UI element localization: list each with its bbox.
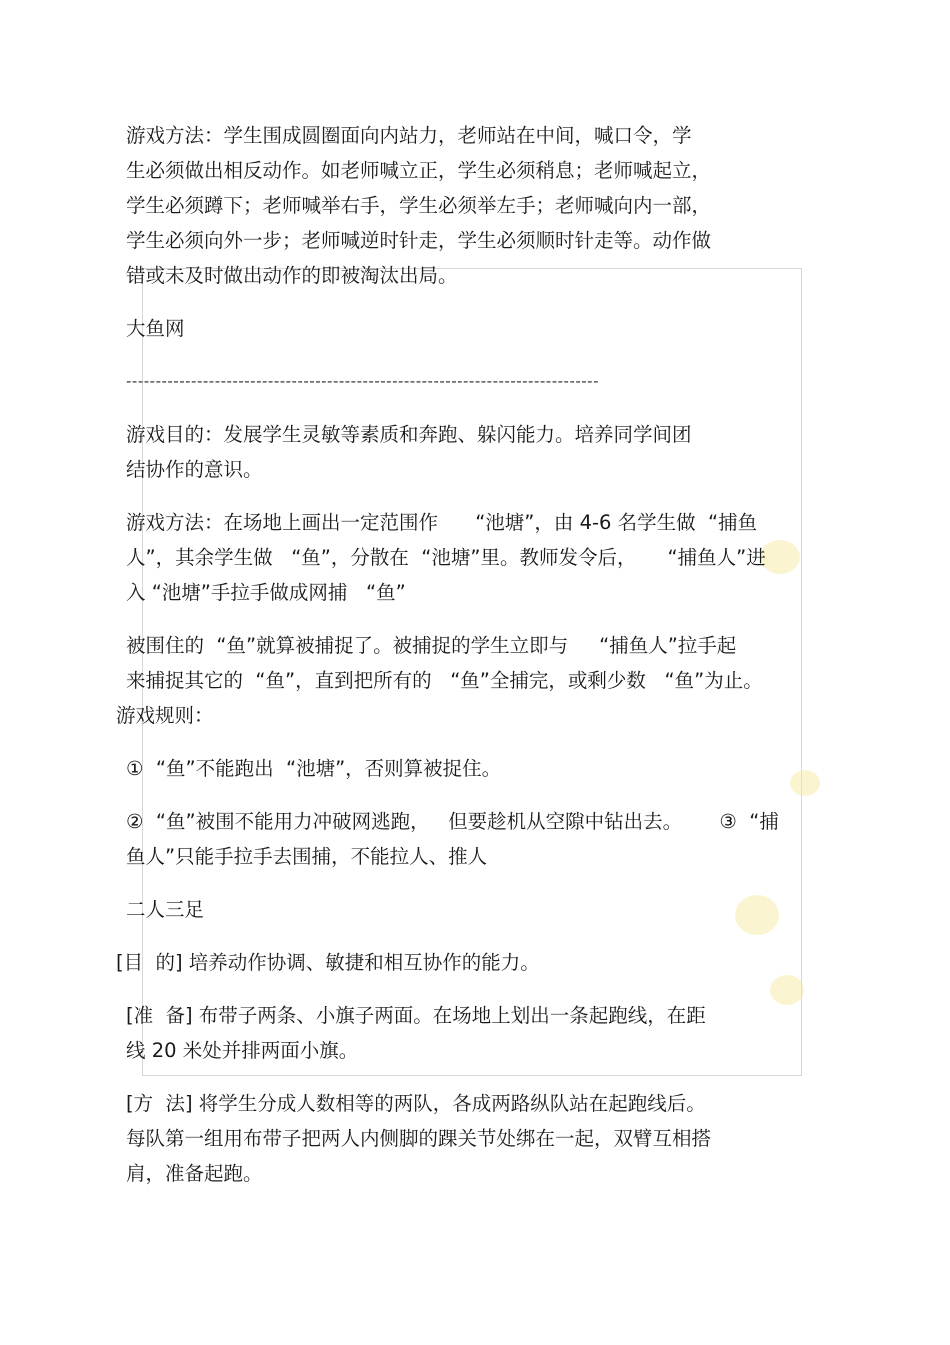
section-title-big-fishnet: 大鱼网	[126, 317, 185, 340]
paragraph-preparation: [准 备] 布带子两条、小旗子两面。在场地上划出一条起跑线，在距 线 20 米处并排两面小旗。	[126, 1004, 706, 1062]
paragraph-goal: [目 的] 培养动作协调、敏捷和相互协作的能力。	[116, 951, 540, 974]
paragraph-game-goal: 游戏目的：发展学生灵敏等素质和奔跑、躲闪能力。培养同学间团 结协作的意识。	[126, 423, 692, 481]
paragraph-game-method-1: 游戏方法：学生围成圆圈面向内站力，老师站在中间，喊口令，学 生必须做出相反动作。如老师喊立正，学生必须稍息；老师喊起立， 学生必须蹲下；老师喊举右手，学生必须举左手；老师喊向内一部， 学生必须向外一步；老师喊逆时针走，学生必须顺时针走等。动作做 错或未及时做出动作的即被淘汰出局。	[126, 124, 712, 287]
paragraph-method: [方 法] 将学生分成人数相等的两队，各成两路纵队站在起跑线后。 每队第一组用布带子把两人内侧脚的踝关节处绑在一起，双臂互相搭 肩，准备起跑。	[126, 1092, 712, 1185]
divider-line: --------------------------------------------------------------------------------	[126, 372, 600, 390]
paragraph-game-method-2: 游戏方法：在场地上画出一定范围作 “池塘”，由 4-6 名学生做 “捕鱼 人”，其余学生做 “鱼”，分散在 “池塘”里。教师发令后， “捕鱼人”进 入 “池塘”手拉手做成网捕 “鱼”	[126, 511, 766, 604]
rule-1: ① “鱼”不能跑出 “池塘”，否则算被捉住。	[126, 757, 502, 780]
section-title-three-legged: 二人三足	[126, 898, 205, 921]
rule-2-3: ② “鱼”被围不能用力冲破网逃跑， 但要趁机从空隙中钻出去。 ③ “捕 鱼人”只能手拉手去围捕，不能拉人、推人	[126, 810, 779, 868]
document-body	[116, 118, 836, 1209]
rules-label: 游戏规则：	[116, 704, 214, 727]
paragraph-caught: 被围住的 “鱼”就算被捕捉了。被捕捉的学生立即与 “捕鱼人”拉手起 来捕捉其它的 “鱼”，直到把所有的 “鱼”全捕完，或剩少数 “鱼”为止。	[126, 634, 763, 692]
